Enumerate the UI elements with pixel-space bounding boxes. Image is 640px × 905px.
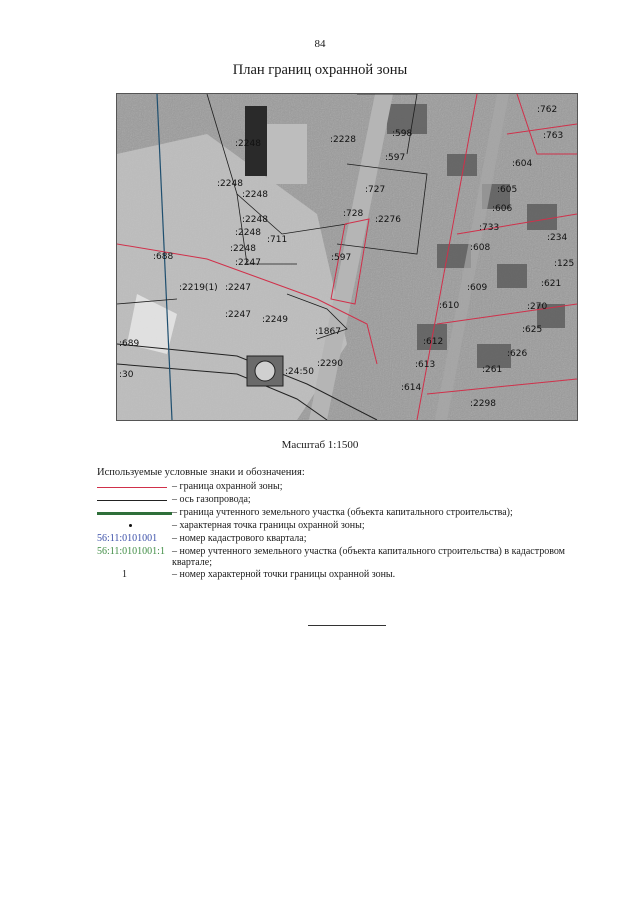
map-label: :261 [482,365,503,375]
map-canvas [117,94,577,420]
map-label: :24:50 [285,367,314,377]
map-label: :234 [547,233,568,243]
map-label: :614 [401,383,422,393]
map-label: :625 [522,325,543,335]
aerial-map [116,93,578,421]
map-label: :606 [492,204,513,214]
quarter-code-sample: 56:11:0101001 [97,533,158,544]
map-label: :610 [439,301,460,311]
map-label: :762 [537,105,558,115]
map-label: :270 [527,302,548,312]
legend-row [97,494,597,506]
legend-row [97,569,597,581]
map-label: :2219(1) [179,283,218,293]
point-number-sample: 1 [122,569,127,581]
map-label: :2248 [235,228,261,238]
map-label: :733 [479,223,500,233]
map-label: :2248 [230,244,256,254]
legend-row [97,546,597,568]
legend-row [97,520,597,532]
map-label: :621 [541,279,562,289]
map-label: :2248 [235,139,261,149]
map-label: :2248 [242,215,268,225]
map-label: :597 [331,253,352,263]
red-line-symbol [97,481,172,493]
black-line-symbol [97,494,172,506]
legend-text: – граница учтенного земельного участка (объекта капитального строительства); [172,507,513,518]
map-label: :2228 [330,135,356,145]
map-label: :689 [119,339,140,349]
legend-text: – характерная точка границы охранной зоны; [172,520,365,531]
map-label: :711 [267,235,288,245]
map-label: :688 [153,252,174,262]
map-label: :604 [512,159,533,169]
map-label: :125 [554,259,575,269]
map-label: :609 [467,283,488,293]
legend-text: – номер учтенного земельного участка (объекта капитального строительства) в кадастровом квартале; [172,546,566,569]
map-label: :30 [119,370,134,380]
page-number: 84 [314,38,326,50]
dot-symbol [97,520,172,532]
map-label: :613 [415,360,436,370]
map-label: :2249 [262,315,288,325]
legend-title: Используемые условные знаки и обозначения: [97,467,305,478]
map-label: :763 [543,131,564,141]
map-label: :727 [365,185,386,195]
legend-text: – номер кадастрового квартала; [172,533,307,544]
legend-text: – номер характерной точки границы охранной зоны. [172,569,396,581]
map-label: :2248 [242,190,268,200]
legend [97,481,597,582]
signature-line [308,625,386,626]
legend-row [97,533,597,545]
legend-text: – ось газопровода; [172,494,251,505]
legend-row [97,481,597,493]
map-label: :605 [497,185,518,195]
map-label: :728 [343,209,364,219]
map-label: :626 [507,349,528,359]
map-scale: Масштаб 1:1500 [281,439,359,451]
map-label: :2276 [375,215,401,225]
map-label: :1867 [315,327,341,337]
map-label: :597 [385,153,406,163]
map-label: :608 [470,243,491,253]
map-label: :2248 [217,179,243,189]
map-label: :2247 [235,258,261,268]
map-label: :2290 [317,359,343,369]
page-title: План границ охранной зоны [232,62,408,78]
green-line-symbol [97,507,172,519]
map-label: :2247 [225,283,251,293]
legend-text: – граница охранной зоны; [172,481,283,492]
map-label: :612 [423,337,444,347]
map-label: :2247 [225,310,251,320]
parcel-code-sample: 56:11:0101001:1 [97,546,165,557]
map-label: :2298 [470,399,496,409]
legend-row [97,507,597,519]
map-label: :598 [392,129,413,139]
